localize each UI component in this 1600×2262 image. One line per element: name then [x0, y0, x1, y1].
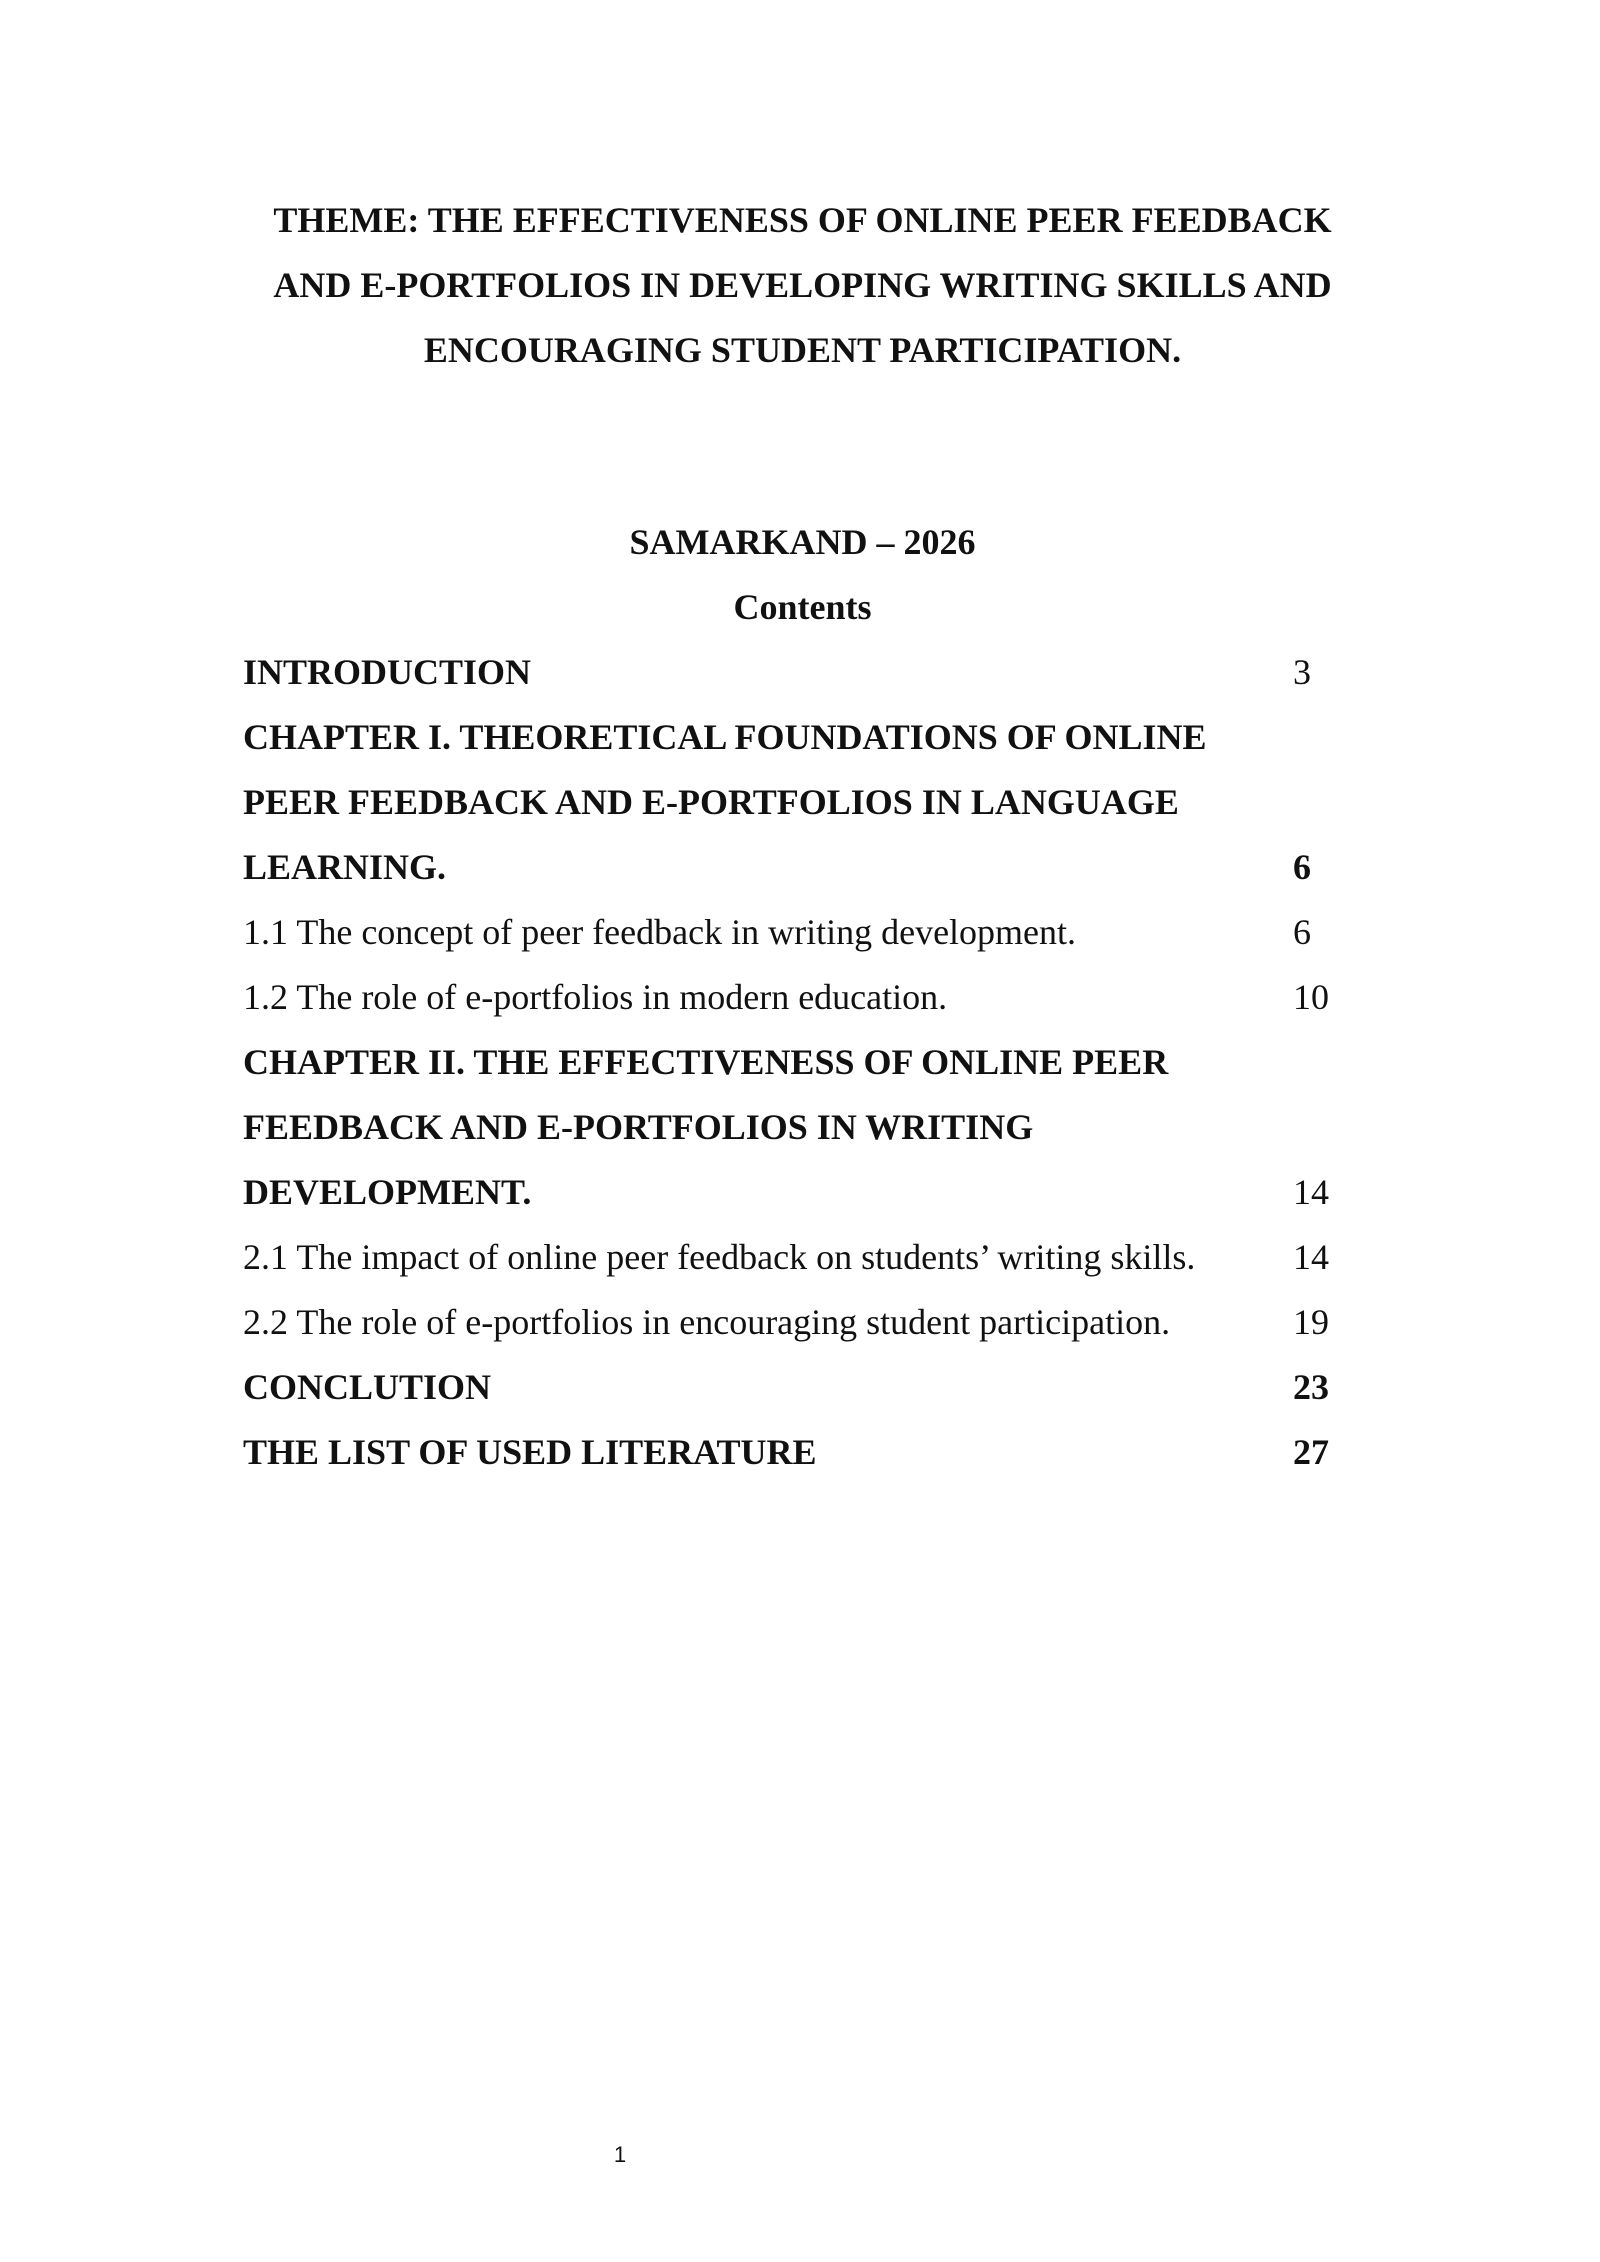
page-number: 1: [613, 2142, 627, 2167]
toc-entry: [243, 835, 1343, 900]
toc-entry-label: THE LIST OF USED LITERATURE: [243, 1432, 817, 1472]
toc-entry-label: CONCLUTION: [243, 1367, 492, 1407]
toc-entry: [243, 705, 1343, 770]
toc-entry: [243, 1420, 1343, 1485]
toc-entry-label: FEEDBACK AND E-PORTFOLIOS IN WRITING: [243, 1107, 1034, 1147]
toc-entry-page: 19: [1293, 1302, 1329, 1342]
toc-entry-page: 6: [1293, 847, 1311, 887]
table-of-contents: [243, 640, 1343, 1485]
theme-line: ENCOURAGING STUDENT PARTICIPATION.: [423, 330, 1182, 370]
toc-entry-page: 23: [1293, 1367, 1329, 1407]
contents-heading: Contents: [733, 587, 872, 627]
toc-entry: [243, 1290, 1343, 1355]
document-theme: [240, 188, 1365, 383]
toc-entry: [243, 640, 1343, 705]
toc-entry: [243, 965, 1343, 1030]
toc-entry: [243, 1160, 1343, 1225]
toc-entry: [243, 900, 1343, 965]
toc-entry-label: DEVELOPMENT.: [243, 1172, 532, 1212]
toc-entry-label: 1.2 The role of e-portfolios in modern education.: [243, 977, 948, 1017]
toc-entry-page: 6: [1293, 912, 1311, 952]
place-and-year: SAMARKAND – 2026: [629, 522, 976, 562]
toc-entry-page: 3: [1293, 652, 1311, 692]
toc-entry-page: 10: [1293, 977, 1329, 1017]
toc-entry-page: 14: [1293, 1237, 1329, 1277]
toc-entry-label: CHAPTER II. THE EFFECTIVENESS OF ONLINE PEER: [243, 1042, 1169, 1082]
toc-entry: [243, 1225, 1343, 1290]
toc-entry-page: 27: [1293, 1432, 1329, 1472]
toc-entry-label: CHAPTER I. THEORETICAL FOUNDATIONS OF ONLINE: [243, 717, 1207, 757]
toc-entry-label: LEARNING.: [243, 847, 447, 887]
toc-entry-label: INTRODUCTION: [243, 652, 532, 692]
toc-entry: [243, 1355, 1343, 1420]
toc-entry: [243, 770, 1343, 835]
theme-line: THEME: THE EFFECTIVENESS OF ONLINE PEER FEEDBACK: [273, 200, 1332, 240]
toc-entry-label: 2.1 The impact of online peer feedback on students’ writing skills.: [243, 1237, 1196, 1277]
toc-entry: [243, 1030, 1343, 1095]
toc-entry-label: 2.2 The role of e-portfolios in encouraging student participation.: [243, 1302, 1171, 1342]
toc-entry-label: 1.1 The concept of peer feedback in writing development.: [243, 912, 1077, 952]
toc-entry: [243, 1095, 1343, 1160]
toc-entry-label: PEER FEEDBACK AND E-PORTFOLIOS IN LANGUAGE: [243, 782, 1179, 822]
toc-entry-page: 14: [1293, 1172, 1329, 1212]
theme-line: AND E-PORTFOLIOS IN DEVELOPING WRITING SKILLS AND: [273, 265, 1332, 305]
